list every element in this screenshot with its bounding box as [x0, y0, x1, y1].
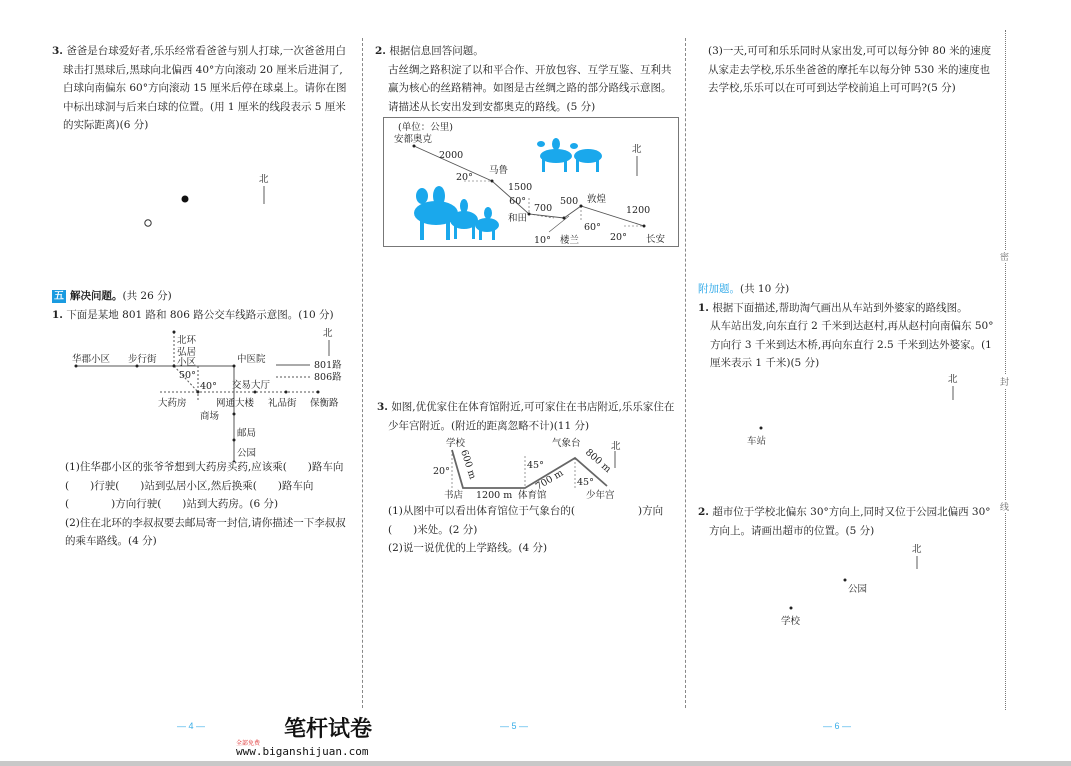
binding-char: 封 [1000, 375, 1009, 388]
logo: 笔杆试卷 [284, 717, 373, 742]
stop-label: 华郡小区 [72, 354, 111, 365]
angle-label: 60° [509, 196, 526, 207]
bonus-question-1-title: 1. 根据下面描述,帮助淘气画出从车站到外婆家的路线图。 [698, 301, 968, 314]
stop-label: 商场 [200, 411, 220, 422]
binding-char: 密 [1000, 250, 1009, 263]
distance-label: 700 [534, 203, 553, 214]
angle-label: 60° [584, 222, 601, 233]
distance-label: 1200 m [476, 490, 513, 500]
distance-label: 500 [560, 196, 579, 207]
black-ball [182, 196, 189, 203]
north-label: 北 [323, 328, 333, 339]
question-1-parts [65, 458, 352, 551]
place-label: 体育馆 [518, 490, 547, 500]
angle-label: 45° [527, 460, 544, 471]
stop-label: 交易大厅 [232, 380, 271, 391]
stop-label: 小区 [177, 357, 197, 368]
angle-label: 20° [433, 466, 450, 477]
website-url[interactable]: www.biganshijuan.com [236, 745, 369, 758]
place-label: 气象台 [552, 438, 581, 449]
supermarket-drawing-area [770, 542, 940, 632]
legend-label: 806路 [314, 372, 342, 383]
north-label: 北 [948, 374, 958, 385]
stop-label: 中医院 [237, 354, 266, 365]
question-3-parts [388, 502, 678, 558]
footer-bar [0, 761, 1071, 766]
place-label: 敦煌 [587, 194, 607, 205]
bonus-question-2: 2. 超市位于学校北偏东 30°方向上,同时又位于公园北偏西 30°方向上。请画出超市的位置。(5 分) [698, 506, 991, 537]
question-2 [375, 42, 675, 116]
column-divider [685, 38, 686, 708]
location-map [430, 436, 630, 500]
school-point [790, 607, 793, 610]
angle-label: 50° [179, 370, 196, 381]
distance-label: 700 m [533, 467, 566, 493]
white-ball [145, 220, 151, 226]
stop-label: 步行街 [128, 354, 157, 365]
bonus-section-title: 附加题。(共 10 分) [698, 283, 790, 295]
distance-label: 1200 [626, 205, 651, 216]
place-label: 少年宫 [586, 490, 615, 500]
logo-tag: 全部免费 [236, 740, 261, 747]
page-number: — 6 — [823, 721, 852, 731]
question-3-part-2: (2)说一说优优的上学路线。(4 分) [388, 542, 548, 554]
billiard-diagram [130, 170, 290, 240]
station-point [760, 427, 763, 430]
stop-label: 北环 [177, 335, 197, 346]
question-3: 3. 如图,优优家住在体育馆附近,可可家住在书店附近,乐乐家住在少年宫附近。(附近的距离忽略不计)(11 分) [377, 401, 675, 432]
distance-label: 800 m [583, 446, 614, 476]
north-label: 北 [259, 174, 269, 185]
stop-label: 礼品街 [268, 398, 297, 409]
stop-label: 网通大楼 [216, 398, 255, 409]
section-title: 五 解决问题。(共 26 分) [54, 290, 172, 302]
question-2-text: 古丝绸之路积淀了以和平合作、开放包容、互学互鉴、互利共赢为核心的丝路精神。如图是古丝绸之路的部分路线示意图。请描述从长安出发到安都奥克的路线。(5 分) [388, 63, 672, 113]
angle-label: 10° [534, 235, 551, 246]
north-label: 北 [912, 544, 922, 555]
distance-label: 600 m [458, 448, 478, 481]
question-3-part-3: (3)一天,可可和乐乐同时从家出发,可可以每分钟 80 米的速度从家走去学校,乐乐坐爸爸的摩托车以每分钟 530 米的速度也去学校,乐乐可以在可可到达学校前追上可可吗?(5 分) [708, 45, 992, 94]
park-point [844, 579, 847, 582]
bonus-question-1-text: 从车站出发,向东直行 2 千米到达赵村,再从赵村向南偏东 50°方向行 3 千米到达木桥,再向东直行 2.5 千米到达外婆家。(1 厘米表示 1 千米)(5 分) [710, 320, 994, 369]
column-divider [362, 38, 363, 708]
stop-label: 公园 [237, 448, 257, 459]
unit-label: (单位：公里) [398, 122, 453, 133]
question-3-part-1: (1)从图中可以看出体育馆位于气象台的( )方向( )米处。(2 分) [388, 505, 664, 536]
stop-label: 邮局 [237, 428, 257, 439]
place-label: 长安 [646, 234, 666, 245]
question-1-part-2: (2)住在北环的李叔叔要去邮局寄一封信,请你描述一下李叔叔的乘车路线。(4 分) [65, 516, 346, 547]
page-number: — 4 — [177, 721, 206, 731]
school-label: 学校 [781, 616, 801, 627]
binding-line [1005, 30, 1006, 710]
distance-label: 2000 [439, 150, 464, 161]
angle-label: 45° [577, 477, 594, 488]
bonus-block [698, 280, 1000, 373]
question-2-title: 2. 根据信息回答问题。 [375, 45, 484, 57]
question-1: 1. 下面是某地 801 路和 806 路公交车线路示意图。(10 分) [52, 309, 334, 321]
question-1-part-1: (1)住华郡小区的张爷爷想到大药房买药,应该乘( )路车向( )行驶( )站到弘居小区,然后换乘( )路车向( )方向行驶( )站到大药房。(6 分) [65, 461, 344, 510]
place-label: 安都奥克 [394, 134, 433, 145]
stop-label: 保衡路 [310, 398, 339, 409]
angle-label: 20° [610, 232, 627, 243]
angle-label: 40° [200, 381, 217, 392]
stop-label: 弘居 [177, 347, 197, 358]
page-number: — 5 — [500, 721, 529, 731]
question-3: 3. 爸爸是台球爱好者,乐乐经常看爸爸与别人打球,一次爸爸用白球击打黑球后,黑球向北偏西 40°方向滚动 20 厘米后进洞了,白球向南偏东 60°方向滚动 15 厘米后停在球桌上。请你在图中标出球洞与后来白球的位置。(用 1 厘米的线段表示 5 厘米的实际距离)(6 分) [52, 45, 347, 131]
place-label: 楼兰 [560, 235, 580, 246]
place-label: 书店 [444, 490, 464, 500]
angle-label: 20° [456, 172, 473, 183]
binding-char: 线 [1000, 500, 1009, 513]
north-label: 北 [611, 441, 621, 452]
distance-label: 1500 [508, 182, 533, 193]
station-label: 车站 [747, 436, 767, 447]
legend-label: 801路 [314, 360, 342, 371]
place-label: 和田 [507, 213, 527, 224]
bus-route-map [60, 322, 350, 462]
stop-label: 大药房 [158, 398, 187, 409]
silk-road-map [383, 117, 679, 247]
north-label: 北 [632, 144, 642, 155]
park-label: 公园 [848, 584, 868, 595]
place-label: 学校 [446, 438, 466, 449]
route-drawing-area [740, 372, 970, 452]
place-label: 马鲁 [489, 165, 509, 176]
